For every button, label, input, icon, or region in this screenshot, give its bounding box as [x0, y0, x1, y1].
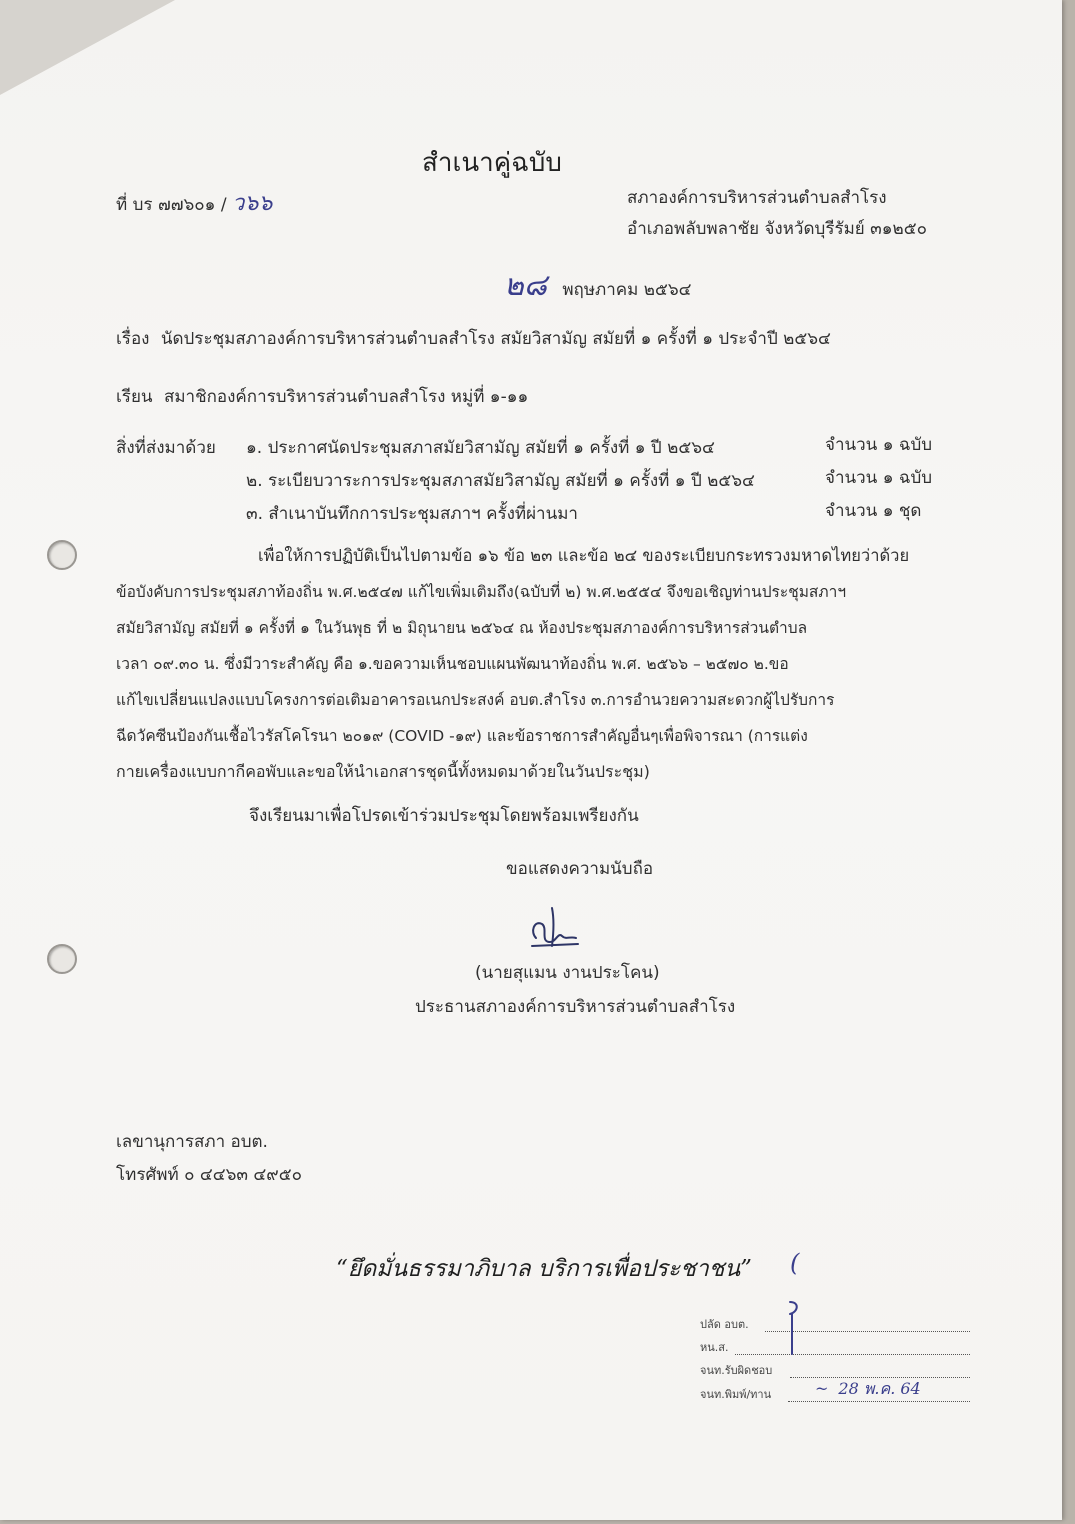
office-address: อำเภอพลับพลาชัย จังหวัดบุรีรัมย์ ๓๑๒๕๐: [627, 219, 928, 239]
reference-handwritten: ว๖๖: [232, 191, 273, 216]
body-line-7: กายเครื่องแบบกากีคอพับและขอให้นำเอกสารชุดนี้ทั้งหมดมาด้วยในวันประชุม): [116, 762, 650, 781]
handwritten-initial-mark: [778, 1298, 808, 1358]
body-line-4: เวลา ๐๙.๓๐ น. ซึ่งมีวาระสำคัญ คือ ๑.ขอความเห็นชอบแผนพัฒนาท้องถิ่น พ.ศ. ๒๕๖๖ – ๒๕๗๐ ๒.ขอ: [116, 655, 789, 673]
signer-name: (นายสุแมน งานประโคน): [475, 963, 660, 983]
body-line-5: แก้ไขเปลี่ยนแปลงแบบโครงการต่อเติมอาคารอเนกประสงค์ อบต.สำโรง ๓.การอำนวยความสะดวกผู้ไปรับการ: [116, 691, 835, 709]
recipient-line: [116, 386, 528, 408]
body-line-6: ฉีดวัคซีนป้องกันเชื้อไวรัสโคโรนา ๒๐๑๙ (COVID -๑๙) และข้อราชการสำคัญอื่นๆเพื่อพิจารณา (การแต่ง: [116, 727, 808, 745]
signer-position: ประธานสภาองค์การบริหารส่วนตำบลสำโรง: [415, 997, 736, 1017]
subject-label: เรื่อง: [116, 329, 150, 349]
document-title: สำเนาคู่ฉบับ: [422, 148, 562, 178]
enclosures-label: สิ่งที่ส่งมาด้วย: [116, 438, 216, 458]
routing-label-4: จนท.พิมพ์/ทาน: [700, 1388, 772, 1401]
routing-dots-2: [735, 1353, 970, 1355]
routing-date-handwritten: ~ 28 พ.ค. 64: [815, 1379, 921, 1398]
folded-corner: [0, 0, 175, 95]
letter-date: [504, 268, 692, 303]
punch-hole-bottom: [47, 944, 77, 974]
subject-text: นัดประชุมสภาองค์การบริหารส่วนตำบลสำโรง สมัยวิสามัญ สมัยที่ ๑ ครั้งที่ ๑ ประจำปี ๒๕๖๔: [160, 329, 831, 349]
date-day-handwritten: ๒๘: [504, 268, 547, 303]
routing-label-1: ปลัด อบต.: [700, 1318, 749, 1331]
handwritten-mark: (: [790, 1249, 800, 1277]
body-line-3: สมัยวิสามัญ สมัยที่ ๑ ครั้งที่ ๑ ในวันพุธ ที่ ๒ มิถุนายน ๒๕๖๔ ณ ห้องประชุมสภาองค์การบริหารส่วนตำบล: [116, 619, 808, 637]
routing-label-2: หน.ส.: [700, 1341, 729, 1354]
body-line-1: เพื่อให้การปฏิบัติเป็นไปตามข้อ ๑๖ ข้อ ๒๓ และข้อ ๒๔ ของระเบียบกระทรวงมหาดไทยว่าด้วย: [258, 546, 910, 565]
routing-label-3: จนท.รับผิดชอบ: [700, 1364, 773, 1377]
office-name: สภาองค์การบริหารส่วนตำบลสำโรง: [627, 188, 887, 208]
signature-mark: [528, 902, 582, 952]
contact-phone: โทรศัพท์ ๐ ๔๔๖๓ ๔๙๕๐: [116, 1165, 302, 1185]
enclosure-qty-1: จำนวน ๑ ฉบับ: [825, 435, 933, 455]
enclosure-qty-3: จำนวน ๑ ชุด: [825, 501, 922, 521]
body-line-2: ข้อบังคับการประชุมสภาท้องถิ่น พ.ศ.๒๕๔๗ แก้ไขเพิ่มเติมถึง(ฉบับที่ ๒) พ.ศ.๒๕๕๔ จึงขอเชิญท่านประชุมสภาฯ: [116, 583, 847, 601]
contact-department: เลขานุการสภา อบต.: [116, 1132, 268, 1152]
date-month-year: พฤษภาคม ๒๕๖๔: [562, 280, 692, 300]
routing-date-value: 28 พ.ค. 64: [838, 1379, 921, 1398]
enclosure-item-2: ๒. ระเบียบวาระการประชุมสภาสมัยวิสามัญ สมัยที่ ๑ ครั้งที่ ๑ ปี ๒๕๖๔: [246, 471, 755, 491]
recipient-text: สมาชิกองค์การบริหารส่วนตำบลสำโรง หมู่ที่ ๑-๑๑: [163, 387, 529, 407]
reference-digits: ๗๗๖๐๑ /: [157, 195, 227, 215]
closing-sentence: จึงเรียนมาเพื่อโปรดเข้าร่วมประชุมโดยพร้อมเพรียงกัน: [249, 806, 639, 826]
subject-line: [116, 328, 831, 350]
reference-number: [116, 193, 272, 216]
recipient-label: เรียน: [116, 387, 153, 407]
enclosure-qty-2: จำนวน ๑ ฉบับ: [825, 468, 933, 488]
enclosure-item-3: ๓. สำเนาบันทึกการประชุมสภาฯ ครั้งที่ผ่านมา: [246, 504, 578, 524]
motto: “ยึดมั่นธรรมาภิบาล บริการเพื่อประชาชน”: [336, 1256, 752, 1282]
routing-dots-4: [788, 1400, 970, 1402]
punch-hole-top: [47, 540, 77, 570]
regards: ขอแสดงความนับถือ: [506, 859, 654, 879]
reference-prefix: ที่ บร: [116, 195, 153, 215]
enclosure-item-1: ๑. ประกาศนัดประชุมสภาสมัยวิสามัญ สมัยที่ ๑ ครั้งที่ ๑ ปี ๒๕๖๔: [246, 438, 715, 458]
